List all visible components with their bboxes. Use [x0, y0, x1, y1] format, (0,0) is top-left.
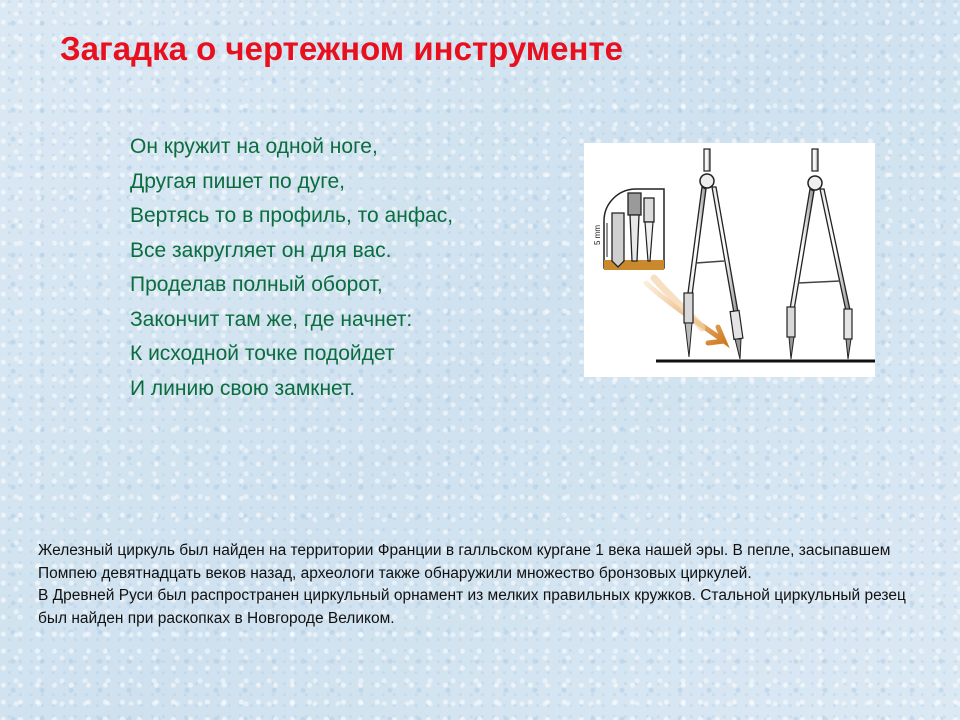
ruler-label: 5 mm [593, 225, 602, 245]
history-note [38, 540, 928, 630]
motion-trail [654, 278, 702, 328]
history-paragraph: Железный циркуль был найден на территории Франции в галльском кургане 1 века нашей эры. В пепле, засыпавшем Помпею девятнадцать веков назад, археологи также обнаружили множество бронзовых циркулей. [38, 542, 891, 582]
poem-line: И линию свою замкнет. [130, 376, 356, 400]
compass-illustration [584, 143, 875, 377]
poem-line: Все закругляет он для вас. [130, 238, 392, 262]
poem-line: Другая пишет по дуге, [130, 169, 345, 193]
poem-line: Закончит там же, где начнет: [130, 307, 413, 331]
compass-left [684, 149, 743, 359]
history-paragraph: В Древней Руси был распространен циркульный орнамент из мелких правильных кружков. Стальной циркульный резец был найден при раскопках в Новгороде Великом. [38, 587, 906, 627]
riddle-poem [130, 130, 453, 406]
poem-line: Проделав полный оборот, [130, 273, 383, 296]
compass-right [787, 149, 852, 359]
slide-title: Загадка о чертежном инструменте [60, 30, 623, 67]
poem-line: Вертясь то в профиль, то анфас, [130, 204, 454, 227]
poem-line: Он кружит на одной ноге, [130, 135, 378, 158]
poem-line: К исходной точке подойдет [130, 342, 395, 365]
needle-closeup-inset [593, 189, 664, 270]
compass-drawing [584, 143, 875, 377]
